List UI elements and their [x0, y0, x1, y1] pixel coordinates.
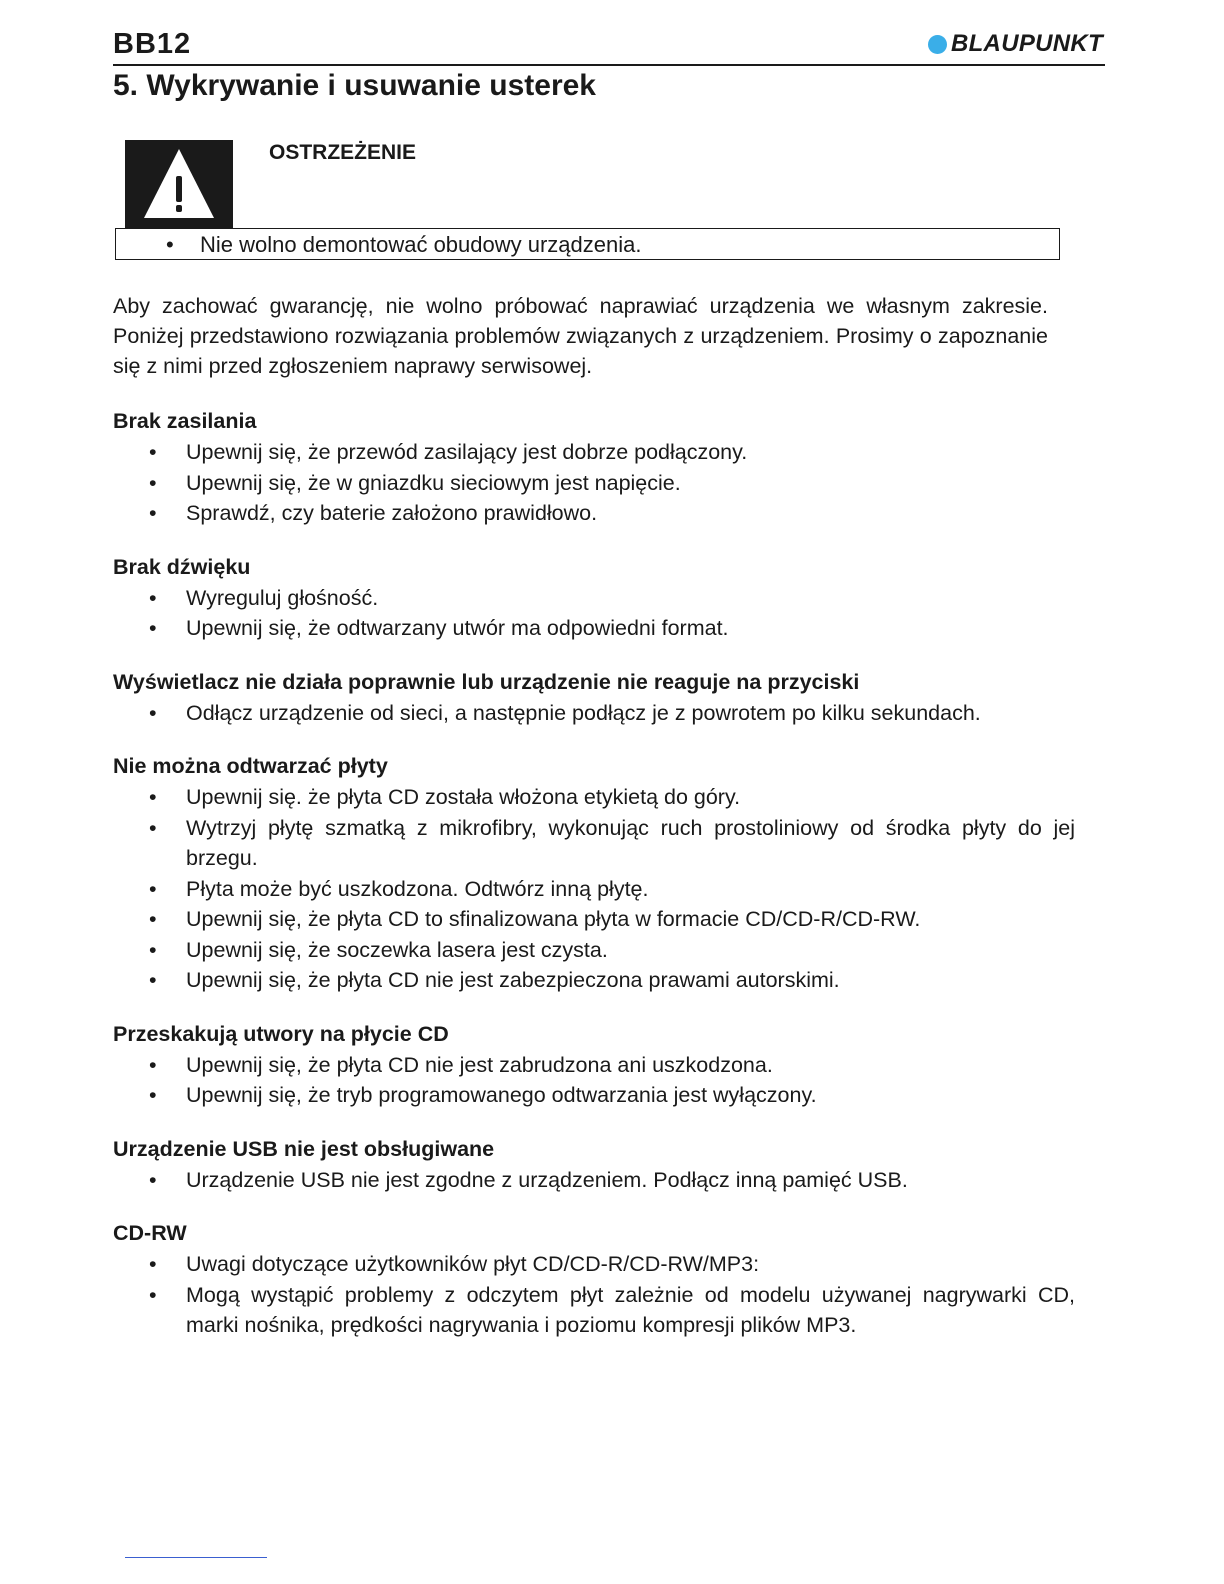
page-title: 5. Wykrywanie i usuwanie usterek [113, 69, 596, 102]
section [113, 406, 1075, 529]
list-item: • Odłącz urządzenie od sieci, a następnie podłącz je z powrotem po kilku sekundach. [113, 698, 1075, 729]
bullet-list [113, 782, 1075, 996]
brand-name: BLAUPUNKT [950, 30, 1103, 57]
section-heading: Wyświetlacz nie działa poprawnie lub urządzenie nie reaguje na przyciski [113, 669, 860, 694]
brand-logo [928, 30, 1103, 58]
warning-title: OSTRZEŻENIE [269, 141, 417, 164]
list-item: • Upewnij się, że odtwarzany utwór ma odpowiedni format. [113, 613, 1075, 644]
list-item: • Upewnij się, że w gniazdku sieciowym jest napięcie. [113, 468, 1075, 499]
list-item: • Wyreguluj głośność. [113, 583, 1075, 614]
section-heading: CD-RW [113, 1221, 187, 1245]
list-item: • Upewnij się, że soczewka lasera jest czysta. [113, 935, 1075, 966]
list-item: • Urządzenie USB nie jest zgodne z urządzeniem. Podłącz inną pamięć USB. [113, 1165, 1075, 1196]
bullet: • [166, 232, 174, 257]
model-name: BB12 [113, 28, 192, 60]
brand-dot-icon [928, 35, 947, 54]
bullet-list [113, 698, 1075, 729]
warning-triangle-icon [125, 140, 233, 228]
section-heading: Urządzenie USB nie jest obsługiwane [113, 1136, 495, 1161]
list-item: • Mogą wystąpić problemy z odczytem płyt zależnie od modelu używanej nagrywarki CD, marki nośnika, prędkości nagrywania i poziomu kompresji plików MP3. [113, 1280, 1075, 1341]
section [113, 1218, 1075, 1341]
list-item: • Sprawdź, czy baterie założono prawidłowo. [113, 498, 1075, 529]
bullet-list [113, 1249, 1075, 1341]
bullet-list [113, 1165, 1075, 1196]
section-heading: Brak dźwięku [113, 554, 251, 579]
list-item: • Upewnij się, że tryb programowanego odtwarzania jest wyłączony. [113, 1080, 1075, 1111]
list-item: • Upewnij się. że płyta CD została włożona etykietą do góry. [113, 782, 1075, 813]
warning-message: Nie wolno demontować obudowy urządzenia. [200, 232, 642, 257]
page-header [113, 26, 1105, 66]
warning-text [166, 231, 641, 259]
troubleshooting-sections [113, 406, 1075, 1364]
section [113, 1019, 1075, 1111]
section [113, 751, 1075, 996]
section-heading: Przeskakują utwory na płycie CD [113, 1021, 449, 1046]
section [113, 552, 1075, 644]
section-heading: Nie można odtwarzać płyty [113, 754, 388, 778]
list-item: • Płyta może być uszkodzona. Odtwórz inną płytę. [113, 874, 1075, 905]
bullet-list [113, 1050, 1075, 1111]
intro-paragraph: Aby zachować gwarancję, nie wolno próbować naprawiać urządzenia we własnym zakresie. Poniżej przedstawiono rozwiązania problemów związanych z urządzeniem. Prosimy o zapoznanie się z nimi przed zgłoszeniem naprawy serwisowej. [113, 294, 1048, 378]
section [113, 667, 1075, 729]
list-item: • Uwagi dotyczące użytkowników płyt CD/CD-R/CD-RW/MP3: [113, 1249, 1075, 1280]
bullet-list [113, 437, 1075, 529]
section [113, 1134, 1075, 1196]
list-item: • Upewnij się, że płyta CD nie jest zabezpieczona prawami autorskimi. [113, 965, 1075, 996]
bullet-list [113, 583, 1075, 644]
list-item: • Upewnij się, że przewód zasilający jest dobrze podłączony. [113, 437, 1075, 468]
list-item: • Upewnij się, że płyta CD nie jest zabrudzona ani uszkodzona. [113, 1050, 1075, 1081]
footer-line [125, 1557, 267, 1558]
list-item: • Upewnij się, że płyta CD to sfinalizowana płyta w formacie CD/CD-R/CD-RW. [113, 904, 1075, 935]
list-item: • Wytrzyj płytę szmatką z mikrofibry, wykonując ruch prostoliniowy od środka płyty do jej brzegu. [113, 813, 1075, 874]
section-heading: Brak zasilania [113, 409, 257, 433]
